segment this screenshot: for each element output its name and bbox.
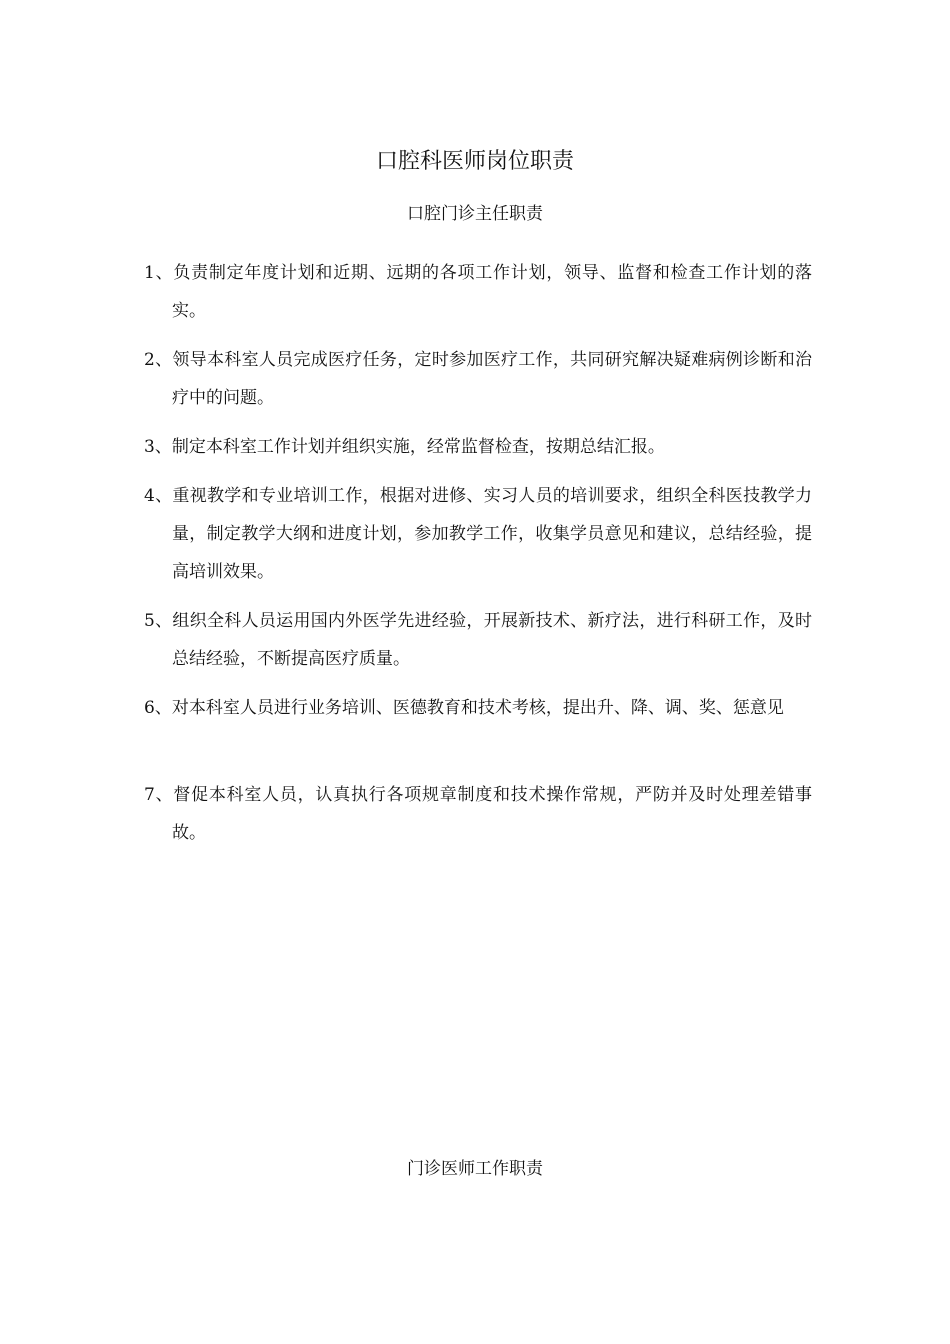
duty-item: 7、督促本科室人员，认真执行各项规章制度和技术操作常规，严防并及时处理差错事故。 (144, 785, 812, 843)
duty-list (144, 254, 812, 863)
section-title-outpatient-physician: 门诊医师工作职责 (407, 1159, 543, 1179)
section-title-director: 口腔门诊主任职责 (407, 204, 543, 224)
document-title: 口腔科医师岗位职责 (375, 149, 574, 174)
duty-item: 4、重视教学和专业培训工作，根据对进修、实习人员的培训要求，组织全科医技教学力量，制定教学大纲和进度计划，参加教学工作，收集学员意见和建议，总结经验，提高培训效果。 (144, 486, 812, 582)
duty-item: 5、组织全科人员运用国内外医学先进经验，开展新技术、新疗法，进行科研工作，及时总结经验，不断提高医疗质量。 (144, 611, 812, 669)
duty-item: 3、制定本科室工作计划并组织实施，经常监督检查，按期总结汇报。 (144, 437, 665, 457)
duty-item: 2、领导本科室人员完成医疗任务，定时参加医疗工作，共同研究解决疑难病例诊断和治疗中的问题。 (144, 350, 812, 408)
duty-item: 1、负责制定年度计划和近期、远期的各项工作计划，领导、监督和检查工作计划的落实。 (144, 263, 812, 321)
duty-item: 6、对本科室人员进行业务培训、医德教育和技术考核，提出升、降、调、奖、惩意见 (144, 698, 784, 718)
